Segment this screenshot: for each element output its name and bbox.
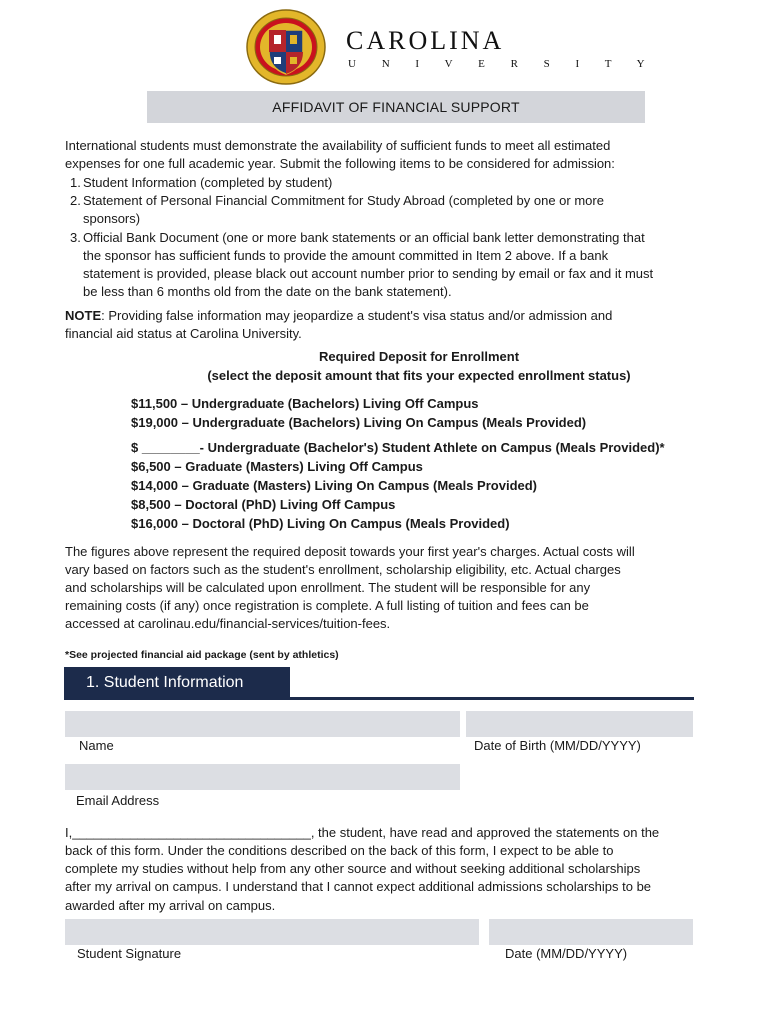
figures-line: accessed at carolinau.edu/financial-services/tuition-fees. xyxy=(65,616,391,631)
university-wordmark: CAROLINA xyxy=(346,26,505,55)
note-line-1 xyxy=(65,307,612,325)
section-divider xyxy=(64,697,694,700)
list-item-line: sponsors) xyxy=(83,211,141,226)
signature-date-label: Date (MM/DD/YYYY) xyxy=(505,946,628,961)
deposit-heading: Required Deposit for Enrollment xyxy=(318,349,520,364)
deposit-option: $14,000 – Graduate (Masters) Living On Campus (Meals Provided) xyxy=(131,478,538,493)
statement-line: back of this form. Under the conditions described on the back of this form, I expect to be able to xyxy=(65,843,614,858)
signature-date-field[interactable] xyxy=(489,919,693,945)
list-number: 2. xyxy=(70,193,81,208)
deposit-option: $19,000 – Undergraduate (Bachelors) Living On Campus (Meals Provided) xyxy=(131,415,587,430)
email-field[interactable] xyxy=(65,764,460,790)
statement-line: awarded after my arrival on campus. xyxy=(65,898,276,913)
intro-line-1: International students must demonstrate the availability of sufficient funds to meet all estimated xyxy=(65,138,611,153)
name-label: Name xyxy=(79,738,114,753)
figures-line: remaining costs (if any) once registration is complete. A full listing of tuition and fees can be xyxy=(65,598,589,613)
deposit-subheading: (select the deposit amount that fits your expected enrollment status) xyxy=(207,368,631,383)
note-label: NOTE xyxy=(65,308,102,323)
student-signature-field[interactable] xyxy=(65,919,479,945)
statement-line: after my arrival on campus. I understand that I cannot expect additional admissions scholarships to be xyxy=(65,879,652,894)
list-number: 3. xyxy=(70,230,81,245)
deposit-option: $6,500 – Graduate (Masters) Living Off Campus xyxy=(131,459,423,474)
deposit-option: $16,000 – Doctoral (PhD) Living On Campus (Meals Provided) xyxy=(131,516,510,531)
statement-line: I,_________________________________, the student, have read and approved the statements on the xyxy=(65,825,660,840)
figures-line: vary based on factors such as the student's enrollment, scholarship eligibility, etc. Actual charges xyxy=(65,562,621,577)
list-item-line: statement is provided, please black out account number prior to sending by email or fax and it must xyxy=(83,266,654,281)
athletics-note: *See projected financial aid package (sent by athletics) xyxy=(65,649,339,661)
intro-line-2: expenses for one full academic year. Submit the following items to be considered for admission: xyxy=(65,156,615,171)
date-of-birth-field[interactable] xyxy=(466,711,693,737)
student-signature-label: Student Signature xyxy=(77,946,182,961)
note-line-2: financial aid status at Carolina University. xyxy=(65,326,302,341)
date-of-birth-label: Date of Birth (MM/DD/YYYY) xyxy=(474,738,641,753)
carolina-university-seal-icon xyxy=(245,8,327,86)
figures-line: The figures above represent the required deposit towards your first year's charges. Actual costs will xyxy=(65,544,635,559)
deposit-option: $ ________- Undergraduate (Bachelor's) Student Athlete on Campus (Meals Provided)* xyxy=(131,440,665,455)
list-item-line: the sponsor has sufficient funds to provide the amount committed in Item 2 above. If a bank xyxy=(83,248,609,263)
name-field[interactable] xyxy=(65,711,460,737)
form-title: AFFIDAVIT OF FINANCIAL SUPPORT xyxy=(147,91,645,123)
list-item-line: Statement of Personal Financial Commitment for Study Abroad (completed by one or more xyxy=(83,193,604,208)
university-wordmark-sub: U N I V E R S I T Y xyxy=(348,58,657,70)
figures-line: and scholarships will be calculated upon enrollment. The student will be responsible for any xyxy=(65,580,591,595)
deposit-option: $8,500 – Doctoral (PhD) Living Off Campus xyxy=(131,497,396,512)
note-text: : Providing false information may jeopardize a student's visa status and/or admission and xyxy=(101,308,613,323)
list-number: 1. xyxy=(70,175,81,190)
list-item-line: Official Bank Document (one or more bank statements or an official bank letter demonstrating that xyxy=(83,230,645,245)
email-label: Email Address xyxy=(76,793,160,808)
list-item-line: Student Information (completed by student) xyxy=(83,175,333,190)
list-item-line: be less than 6 months old from the date on the bank statement). xyxy=(83,284,452,299)
statement-line: complete my studies without help from any other source and without seeking additional scholarships xyxy=(65,861,641,876)
deposit-option: $11,500 – Undergraduate (Bachelors) Living Off Campus xyxy=(131,396,479,411)
section-1-heading: 1. Student Information xyxy=(64,667,290,699)
